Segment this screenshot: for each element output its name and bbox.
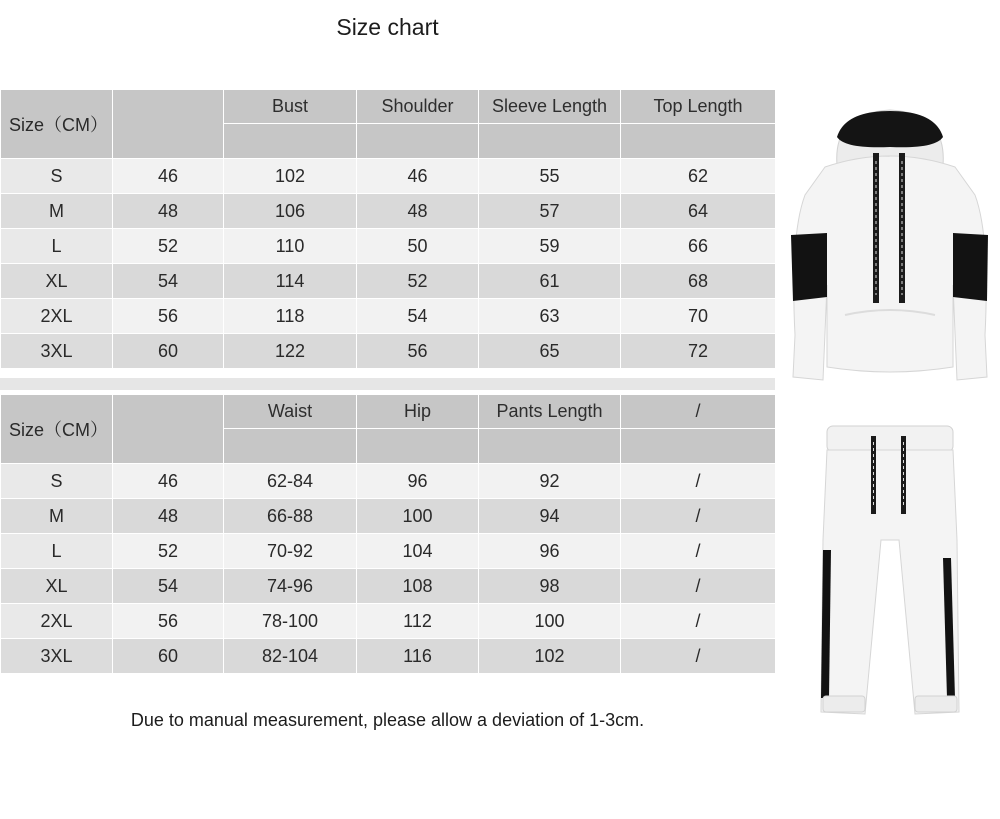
size-cell: 2XL bbox=[1, 299, 113, 334]
table-cell: 61 bbox=[479, 264, 621, 299]
table-row bbox=[1, 159, 776, 194]
subheader-cell bbox=[224, 124, 357, 159]
column-header-pants-length: Pants Length bbox=[479, 395, 621, 429]
table-cell: 74-96 bbox=[224, 569, 357, 604]
table-cell: 62 bbox=[621, 159, 776, 194]
table-cell: 54 bbox=[357, 299, 479, 334]
top-size-table bbox=[0, 89, 776, 369]
table-cell: 63 bbox=[479, 299, 621, 334]
table-cell: 59 bbox=[479, 229, 621, 264]
measurement-note: Due to manual measurement, please allow a deviation of 1-3cm. bbox=[130, 710, 645, 730]
table-cell: 70-92 bbox=[224, 534, 357, 569]
size-cell: L bbox=[1, 534, 113, 569]
size-cell: M bbox=[1, 194, 113, 229]
table-cell: 50 bbox=[357, 229, 479, 264]
hoodie-image bbox=[785, 105, 995, 390]
table-cell: 70 bbox=[621, 299, 776, 334]
blurred-header bbox=[113, 90, 224, 159]
column-header-top-length: Top Length bbox=[621, 90, 776, 124]
column-header-slash: / bbox=[621, 395, 776, 429]
table-row bbox=[1, 464, 776, 499]
table-header-row bbox=[1, 90, 776, 124]
subheader-cell bbox=[357, 429, 479, 464]
table-cell: 48 bbox=[113, 194, 224, 229]
table-row bbox=[1, 534, 776, 569]
table-cell: 62-84 bbox=[224, 464, 357, 499]
table-cell: 57 bbox=[479, 194, 621, 229]
table-cell: 55 bbox=[479, 159, 621, 194]
table-cell: 104 bbox=[357, 534, 479, 569]
table-cell: 56 bbox=[113, 299, 224, 334]
table-cell: 52 bbox=[113, 229, 224, 264]
table-cell: 96 bbox=[479, 534, 621, 569]
table-cell: / bbox=[621, 569, 776, 604]
table-cell: 102 bbox=[479, 639, 621, 674]
blurred-header bbox=[113, 395, 224, 464]
size-cell: XL bbox=[1, 264, 113, 299]
table-row bbox=[1, 569, 776, 604]
table-cell: 48 bbox=[113, 499, 224, 534]
table-cell: 92 bbox=[479, 464, 621, 499]
size-cell: M bbox=[1, 499, 113, 534]
table-cell: 106 bbox=[224, 194, 357, 229]
table-cell: / bbox=[621, 639, 776, 674]
table-cell: 94 bbox=[479, 499, 621, 534]
table-cell: 100 bbox=[479, 604, 621, 639]
table-cell: / bbox=[621, 534, 776, 569]
table-cell: 116 bbox=[357, 639, 479, 674]
table-cell: 122 bbox=[224, 334, 357, 369]
table-cell: 68 bbox=[621, 264, 776, 299]
table-cell: 66-88 bbox=[224, 499, 357, 534]
table-cell: 114 bbox=[224, 264, 357, 299]
subheader-cell bbox=[224, 429, 357, 464]
table-cell: 110 bbox=[224, 229, 357, 264]
column-header-waist: Waist bbox=[224, 395, 357, 429]
table-row bbox=[1, 499, 776, 534]
table-row bbox=[1, 194, 776, 229]
size-cell: S bbox=[1, 464, 113, 499]
pants-image bbox=[815, 420, 965, 720]
table-row bbox=[1, 334, 776, 369]
table-cell: 60 bbox=[113, 639, 224, 674]
table-cell: 48 bbox=[357, 194, 479, 229]
column-header-bust: Bust bbox=[224, 90, 357, 124]
column-header-sleeve-length: Sleeve Length bbox=[479, 90, 621, 124]
table-row bbox=[1, 229, 776, 264]
size-cell: XL bbox=[1, 569, 113, 604]
table-cell: 54 bbox=[113, 264, 224, 299]
subheader-cell bbox=[621, 429, 776, 464]
subheader-cell bbox=[479, 429, 621, 464]
table-row bbox=[1, 639, 776, 674]
subheader-cell bbox=[479, 124, 621, 159]
size-cell: 2XL bbox=[1, 604, 113, 639]
table-cell: 100 bbox=[357, 499, 479, 534]
table-cell: 64 bbox=[621, 194, 776, 229]
table-cell: 56 bbox=[113, 604, 224, 639]
column-header-hip: Hip bbox=[357, 395, 479, 429]
table-cell: 102 bbox=[224, 159, 357, 194]
table-cell: 52 bbox=[357, 264, 479, 299]
table-cell: 65 bbox=[479, 334, 621, 369]
table-cell: 96 bbox=[357, 464, 479, 499]
column-header-shoulder: Shoulder bbox=[357, 90, 479, 124]
table-cell: 66 bbox=[621, 229, 776, 264]
page-title: Size chart bbox=[336, 14, 439, 40]
table-row bbox=[1, 264, 776, 299]
table-cell: 46 bbox=[113, 159, 224, 194]
table-cell: / bbox=[621, 499, 776, 534]
subheader-cell bbox=[621, 124, 776, 159]
table-cell: 52 bbox=[113, 534, 224, 569]
bottom-size-table bbox=[0, 394, 776, 674]
table-divider bbox=[0, 378, 775, 390]
table-cell: 60 bbox=[113, 334, 224, 369]
size-header: Size（CM） bbox=[1, 90, 113, 159]
size-cell: 3XL bbox=[1, 334, 113, 369]
table-header-row bbox=[1, 395, 776, 429]
table-cell: 56 bbox=[357, 334, 479, 369]
size-cell: L bbox=[1, 229, 113, 264]
size-cell: S bbox=[1, 159, 113, 194]
size-header: Size（CM） bbox=[1, 395, 113, 464]
size-cell: 3XL bbox=[1, 639, 113, 674]
table-cell: 112 bbox=[357, 604, 479, 639]
subheader-cell bbox=[357, 124, 479, 159]
table-cell: 72 bbox=[621, 334, 776, 369]
table-cell: 82-104 bbox=[224, 639, 357, 674]
table-cell: / bbox=[621, 464, 776, 499]
table-row bbox=[1, 299, 776, 334]
table-cell: / bbox=[621, 604, 776, 639]
table-cell: 98 bbox=[479, 569, 621, 604]
table-cell: 46 bbox=[357, 159, 479, 194]
table-cell: 46 bbox=[113, 464, 224, 499]
table-cell: 108 bbox=[357, 569, 479, 604]
table-row bbox=[1, 604, 776, 639]
table-cell: 54 bbox=[113, 569, 224, 604]
table-cell: 78-100 bbox=[224, 604, 357, 639]
table-cell: 118 bbox=[224, 299, 357, 334]
